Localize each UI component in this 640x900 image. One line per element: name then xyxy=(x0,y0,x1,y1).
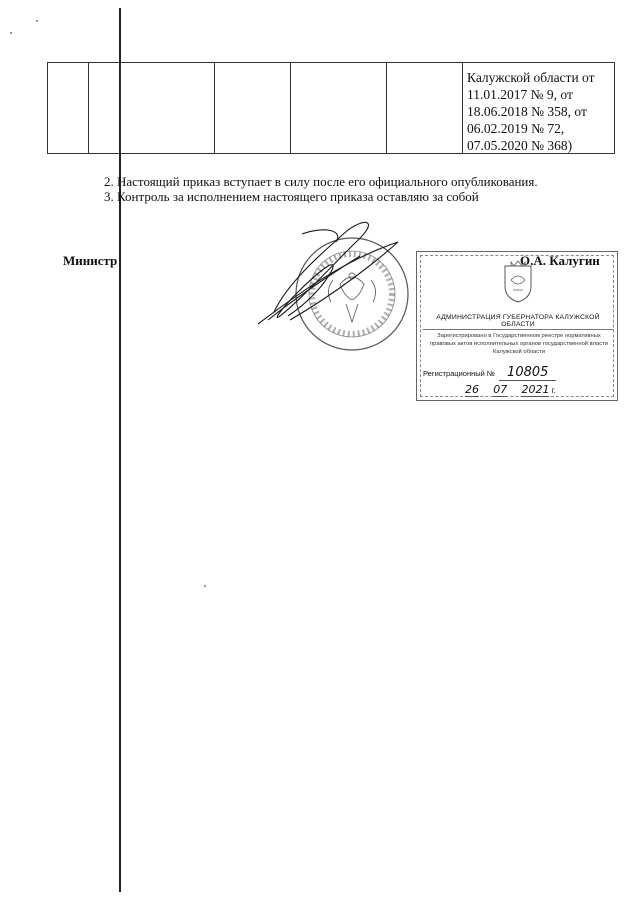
registration-stamp xyxy=(416,251,618,401)
date-year: 2021 xyxy=(521,383,550,396)
table-column-divider xyxy=(214,63,215,153)
table-fragment xyxy=(47,62,615,154)
cell-line: 06.02.2019 № 72, xyxy=(467,121,565,136)
stamp-text: Зарегистрировано в Государственном реестре нормативных правовых актов исполнительных органов государственной власти Калужской области xyxy=(429,333,609,355)
registration-number-label: Регистрационный № xyxy=(423,369,495,378)
stamp-header: АДМИНИСТРАЦИЯ ГУБЕРНАТОРА КАЛУЖСКОЙ ОБЛАСТИ xyxy=(423,314,613,330)
signature-and-seal xyxy=(228,212,418,367)
date-day: 26 xyxy=(465,383,479,396)
coat-of-arms-icon xyxy=(501,258,535,304)
table-column-divider xyxy=(386,63,387,153)
table-column-divider xyxy=(462,63,463,153)
clause-2: 2. Настоящий приказ вступает в силу после его официального опубликования. xyxy=(104,174,538,189)
registration-number: 10805 xyxy=(499,365,556,381)
seal-icon xyxy=(228,212,418,362)
cell-line: Калужской области от xyxy=(467,70,595,85)
scan-speck xyxy=(10,32,12,34)
signatory-name: О.А. Калугин xyxy=(520,253,600,268)
table-column-divider xyxy=(88,63,89,153)
cell-line: 11.01.2017 № 9, от xyxy=(467,87,573,102)
registration-date xyxy=(465,383,556,396)
cell-line: 07.05.2020 № 368) xyxy=(467,138,573,153)
signatory-title: Министр xyxy=(63,253,118,268)
registration-number-row xyxy=(423,365,556,380)
clause-3: 3. Контроль за исполнением настоящего приказа оставляю за собой xyxy=(104,189,479,204)
scan-speck xyxy=(204,585,206,587)
scan-speck xyxy=(36,20,38,22)
date-suffix: г. xyxy=(551,386,556,395)
table-column-divider xyxy=(120,63,121,153)
cell-line: 18.06.2018 № 358, от xyxy=(467,104,587,119)
table-cell-amendments xyxy=(467,69,612,154)
table-column-divider xyxy=(290,63,291,153)
date-month: 07 xyxy=(493,383,508,396)
